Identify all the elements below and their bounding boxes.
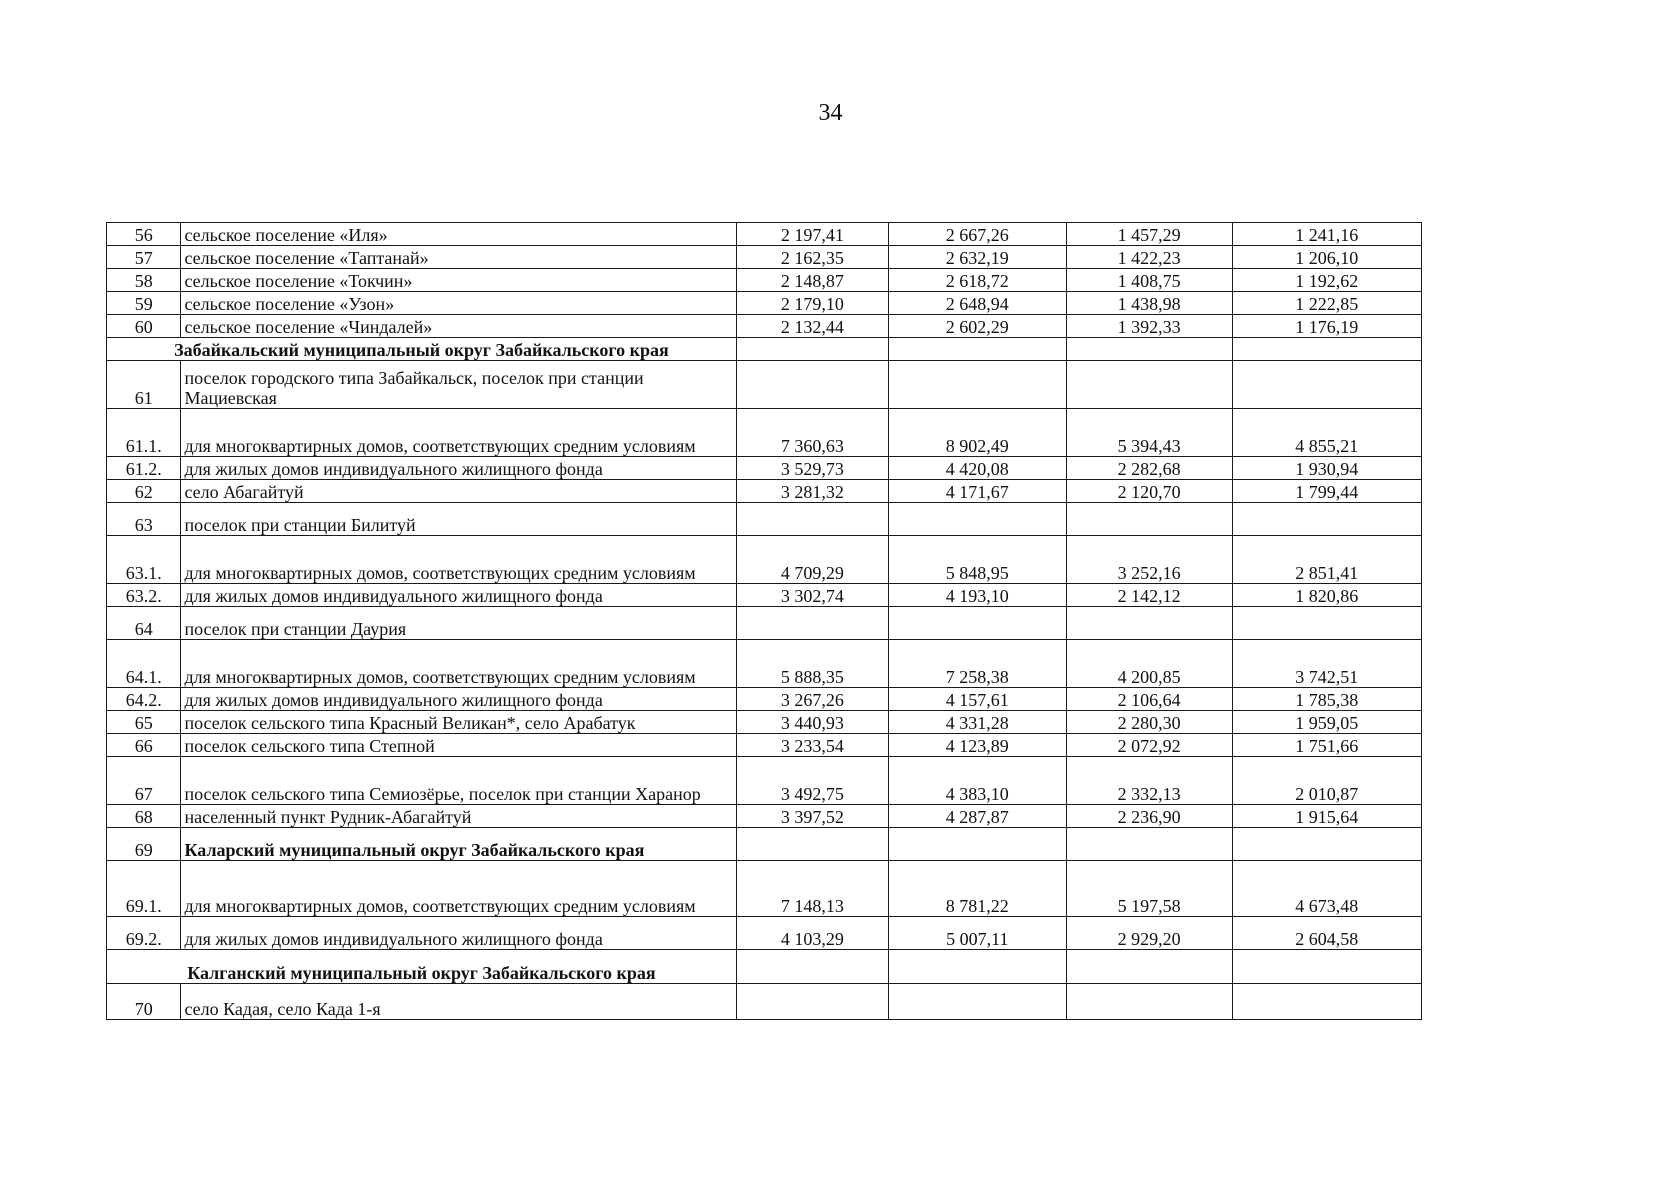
settlement-name: поселок при станции Даурия bbox=[181, 607, 736, 640]
settlement-name: для жилых домов индивидуального жилищного фонда bbox=[181, 688, 736, 711]
row-number: 64.1. bbox=[107, 640, 181, 688]
value-cell: 2 148,87 bbox=[736, 269, 888, 292]
settlement-name: село Абагайтуй bbox=[181, 480, 736, 503]
value-cell: 3 742,51 bbox=[1232, 640, 1421, 688]
row-number: 64.2. bbox=[107, 688, 181, 711]
value-cell: 1 176,19 bbox=[1232, 315, 1421, 338]
table-row bbox=[107, 223, 1422, 246]
table-row bbox=[107, 711, 1422, 734]
value-cell bbox=[1232, 828, 1421, 861]
settlement-name: поселок сельского типа Красный Великан*, село Арабатук bbox=[181, 711, 736, 734]
value-cell: 5 394,43 bbox=[1066, 409, 1232, 457]
value-cell bbox=[736, 607, 888, 640]
value-cell bbox=[1232, 361, 1421, 409]
value-cell: 4 383,10 bbox=[888, 757, 1066, 805]
value-cell bbox=[888, 828, 1066, 861]
empty-cell bbox=[736, 950, 888, 984]
value-cell bbox=[1066, 361, 1232, 409]
table-row bbox=[107, 361, 1422, 409]
row-number: 61.2. bbox=[107, 457, 181, 480]
empty-cell bbox=[1232, 338, 1421, 361]
value-cell: 2 120,70 bbox=[1066, 480, 1232, 503]
row-number: 60 bbox=[107, 315, 181, 338]
settlement-name: поселок сельского типа Семиозёрье, поселок при станции Харанор bbox=[181, 757, 736, 805]
value-cell: 4 171,67 bbox=[888, 480, 1066, 503]
value-cell: 1 785,38 bbox=[1232, 688, 1421, 711]
table-row bbox=[107, 246, 1422, 269]
table-row bbox=[107, 828, 1422, 861]
value-cell: 4 200,85 bbox=[1066, 640, 1232, 688]
value-cell: 1 915,64 bbox=[1232, 805, 1421, 828]
row-number: 59 bbox=[107, 292, 181, 315]
value-cell: 3 440,93 bbox=[736, 711, 888, 734]
value-cell bbox=[1066, 984, 1232, 1020]
value-cell: 2 162,35 bbox=[736, 246, 888, 269]
settlement-name: сельское поселение «Узон» bbox=[181, 292, 736, 315]
value-cell bbox=[1066, 607, 1232, 640]
section-title: Калганский муниципальный округ Забайкальского края bbox=[107, 950, 737, 984]
row-number: 67 bbox=[107, 757, 181, 805]
value-cell bbox=[1066, 828, 1232, 861]
row-number: 57 bbox=[107, 246, 181, 269]
value-cell: 1 930,94 bbox=[1232, 457, 1421, 480]
value-cell: 2 236,90 bbox=[1066, 805, 1232, 828]
settlement-name: для многоквартирных домов, соответствующих средним условиям bbox=[181, 640, 736, 688]
empty-cell bbox=[1232, 950, 1421, 984]
table-row bbox=[107, 409, 1422, 457]
value-cell: 1 457,29 bbox=[1066, 223, 1232, 246]
value-cell: 2 648,94 bbox=[888, 292, 1066, 315]
table-row bbox=[107, 984, 1422, 1020]
value-cell: 3 233,54 bbox=[736, 734, 888, 757]
empty-cell bbox=[1066, 338, 1232, 361]
table-body bbox=[107, 223, 1422, 1020]
value-cell: 2 132,44 bbox=[736, 315, 888, 338]
row-number: 61 bbox=[107, 361, 181, 409]
settlement-name: поселок при станции Билитуй bbox=[181, 503, 736, 536]
row-number: 58 bbox=[107, 269, 181, 292]
table-row bbox=[107, 536, 1422, 584]
table-row bbox=[107, 480, 1422, 503]
value-cell: 2 332,13 bbox=[1066, 757, 1232, 805]
row-number: 66 bbox=[107, 734, 181, 757]
table-row bbox=[107, 917, 1422, 950]
settlement-name: сельское поселение «Чиндалей» bbox=[181, 315, 736, 338]
value-cell bbox=[1232, 503, 1421, 536]
value-cell: 7 360,63 bbox=[736, 409, 888, 457]
value-cell bbox=[736, 984, 888, 1020]
empty-cell bbox=[1066, 950, 1232, 984]
value-cell: 1 241,16 bbox=[1232, 223, 1421, 246]
value-cell: 2 282,68 bbox=[1066, 457, 1232, 480]
empty-cell bbox=[888, 338, 1066, 361]
settlement-name: для жилых домов индивидуального жилищного фонда bbox=[181, 457, 736, 480]
value-cell: 4 193,10 bbox=[888, 584, 1066, 607]
settlement-name: для жилых домов индивидуального жилищного фонда bbox=[181, 917, 736, 950]
value-cell: 4 103,29 bbox=[736, 917, 888, 950]
tariff-table bbox=[106, 222, 1422, 1020]
section-title: Забайкальский муниципальный округ Забайкальского края bbox=[107, 338, 737, 361]
table-row bbox=[107, 640, 1422, 688]
value-cell: 3 529,73 bbox=[736, 457, 888, 480]
value-cell: 2 618,72 bbox=[888, 269, 1066, 292]
value-cell: 1 820,86 bbox=[1232, 584, 1421, 607]
value-cell bbox=[1232, 984, 1421, 1020]
row-number: 69 bbox=[107, 828, 181, 861]
empty-cell bbox=[888, 950, 1066, 984]
value-cell: 8 902,49 bbox=[888, 409, 1066, 457]
settlement-name: населенный пункт Рудник-Абагайтуй bbox=[181, 805, 736, 828]
row-number: 69.1. bbox=[107, 861, 181, 917]
page-number: 34 bbox=[818, 100, 843, 126]
value-cell: 1 408,75 bbox=[1066, 269, 1232, 292]
value-cell: 4 709,29 bbox=[736, 536, 888, 584]
row-number: 61.1. bbox=[107, 409, 181, 457]
value-cell: 4 420,08 bbox=[888, 457, 1066, 480]
row-number: 63.1. bbox=[107, 536, 181, 584]
row-number: 64 bbox=[107, 607, 181, 640]
value-cell: 2 280,30 bbox=[1066, 711, 1232, 734]
table-row bbox=[107, 503, 1422, 536]
table-row bbox=[107, 292, 1422, 315]
section-row bbox=[107, 950, 1422, 984]
table-row bbox=[107, 688, 1422, 711]
value-cell: 2 632,19 bbox=[888, 246, 1066, 269]
value-cell bbox=[736, 828, 888, 861]
value-cell: 5 848,95 bbox=[888, 536, 1066, 584]
section-row bbox=[107, 338, 1422, 361]
value-cell bbox=[1232, 607, 1421, 640]
value-cell bbox=[736, 361, 888, 409]
value-cell: 1 392,33 bbox=[1066, 315, 1232, 338]
settlement-name: поселок сельского типа Степной bbox=[181, 734, 736, 757]
table-row bbox=[107, 584, 1422, 607]
value-cell: 3 397,52 bbox=[736, 805, 888, 828]
row-number: 63 bbox=[107, 503, 181, 536]
table-row bbox=[107, 757, 1422, 805]
value-cell: 2 010,87 bbox=[1232, 757, 1421, 805]
value-cell: 3 267,26 bbox=[736, 688, 888, 711]
row-number: 69.2. bbox=[107, 917, 181, 950]
value-cell: 3 492,75 bbox=[736, 757, 888, 805]
value-cell: 1 799,44 bbox=[1232, 480, 1421, 503]
value-cell: 2 072,92 bbox=[1066, 734, 1232, 757]
value-cell: 2 197,41 bbox=[736, 223, 888, 246]
row-number: 70 bbox=[107, 984, 181, 1020]
value-cell: 2 142,12 bbox=[1066, 584, 1232, 607]
row-number: 56 bbox=[107, 223, 181, 246]
settlement-name: для многоквартирных домов, соответствующих средним условиям bbox=[181, 861, 736, 917]
value-cell: 2 106,64 bbox=[1066, 688, 1232, 711]
value-cell: 2 602,29 bbox=[888, 315, 1066, 338]
value-cell: 4 855,21 bbox=[1232, 409, 1421, 457]
value-cell: 4 287,87 bbox=[888, 805, 1066, 828]
row-number: 68 bbox=[107, 805, 181, 828]
table-row bbox=[107, 315, 1422, 338]
value-cell: 1 192,62 bbox=[1232, 269, 1421, 292]
settlement-name: для жилых домов индивидуального жилищного фонда bbox=[181, 584, 736, 607]
value-cell: 2 929,20 bbox=[1066, 917, 1232, 950]
value-cell: 1 206,10 bbox=[1232, 246, 1421, 269]
row-number: 62 bbox=[107, 480, 181, 503]
value-cell: 2 851,41 bbox=[1232, 536, 1421, 584]
empty-cell bbox=[736, 338, 888, 361]
value-cell: 5 007,11 bbox=[888, 917, 1066, 950]
value-cell: 4 123,89 bbox=[888, 734, 1066, 757]
value-cell: 4 673,48 bbox=[1232, 861, 1421, 917]
value-cell: 7 258,38 bbox=[888, 640, 1066, 688]
value-cell: 3 281,32 bbox=[736, 480, 888, 503]
value-cell: 5 197,58 bbox=[1066, 861, 1232, 917]
value-cell bbox=[888, 503, 1066, 536]
table-row bbox=[107, 861, 1422, 917]
settlement-name: село Кадая, село Када 1-я bbox=[181, 984, 736, 1020]
value-cell: 1 751,66 bbox=[1232, 734, 1421, 757]
value-cell bbox=[736, 503, 888, 536]
value-cell: 7 148,13 bbox=[736, 861, 888, 917]
value-cell bbox=[888, 607, 1066, 640]
table-row bbox=[107, 734, 1422, 757]
value-cell bbox=[888, 984, 1066, 1020]
value-cell: 1 222,85 bbox=[1232, 292, 1421, 315]
settlement-name: сельское поселение «Иля» bbox=[181, 223, 736, 246]
table-row bbox=[107, 457, 1422, 480]
settlement-name: поселок городского типа Забайкальск, поселок при станции Мациевская bbox=[181, 361, 736, 409]
value-cell: 8 781,22 bbox=[888, 861, 1066, 917]
row-number: 65 bbox=[107, 711, 181, 734]
value-cell: 2 604,58 bbox=[1232, 917, 1421, 950]
settlement-name: для многоквартирных домов, соответствующих средним условиям bbox=[181, 409, 736, 457]
value-cell: 1 959,05 bbox=[1232, 711, 1421, 734]
settlement-name: Каларский муниципальный округ Забайкальского края bbox=[181, 828, 736, 861]
table-row bbox=[107, 607, 1422, 640]
value-cell bbox=[888, 361, 1066, 409]
value-cell: 2 667,26 bbox=[888, 223, 1066, 246]
value-cell: 1 438,98 bbox=[1066, 292, 1232, 315]
settlement-name: сельское поселение «Токчин» bbox=[181, 269, 736, 292]
table-row bbox=[107, 805, 1422, 828]
value-cell: 2 179,10 bbox=[736, 292, 888, 315]
value-cell: 4 157,61 bbox=[888, 688, 1066, 711]
value-cell: 1 422,23 bbox=[1066, 246, 1232, 269]
settlement-name: для многоквартирных домов, соответствующих средним условиям bbox=[181, 536, 736, 584]
settlement-name: сельское поселение «Таптанай» bbox=[181, 246, 736, 269]
table-row bbox=[107, 269, 1422, 292]
value-cell: 3 252,16 bbox=[1066, 536, 1232, 584]
value-cell bbox=[1066, 503, 1232, 536]
row-number: 63.2. bbox=[107, 584, 181, 607]
value-cell: 5 888,35 bbox=[736, 640, 888, 688]
value-cell: 3 302,74 bbox=[736, 584, 888, 607]
value-cell: 4 331,28 bbox=[888, 711, 1066, 734]
